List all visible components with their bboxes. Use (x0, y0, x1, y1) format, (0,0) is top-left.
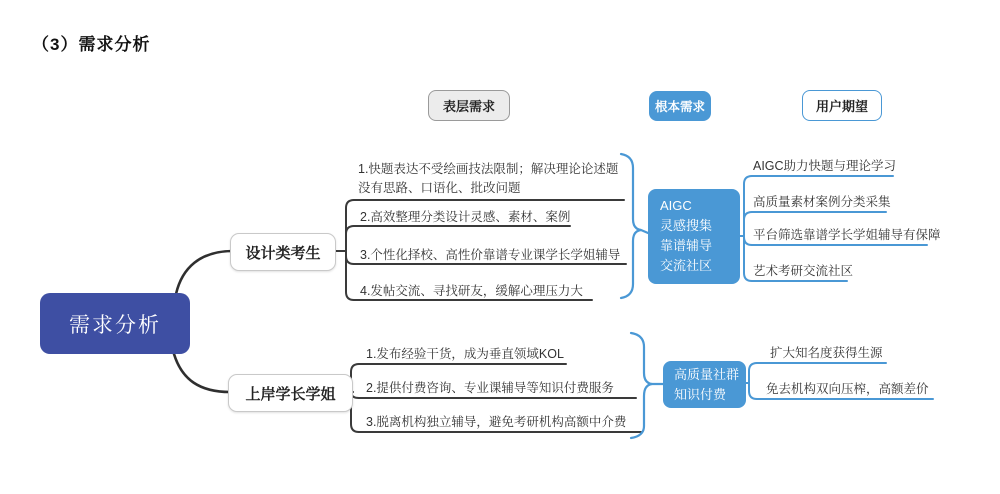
expectation-item[interactable]: 艺术考研交流社区 (753, 264, 854, 278)
branch-node-admitted-seniors[interactable]: 上岸学长学姐 (228, 374, 353, 412)
root-need-line: 靠谱辅导 (660, 238, 713, 254)
root-need-line: 交流社区 (660, 258, 713, 274)
surface-need-item[interactable]: 1.快题表达不受绘画技法限制；解决理论论述题没有思路、口语化、批改问题 (358, 162, 619, 195)
surface-need-item[interactable]: 3.脱离机构独立辅导，避免考研机构高额中介费 (366, 415, 627, 429)
surface-need-item[interactable]: 3.个性化择校、高性价靠谱专业课学长学姐辅导 (360, 248, 621, 262)
root-need-node-aigc-community[interactable] (648, 189, 740, 284)
expectation-item[interactable]: 平台筛选靠谱学长学姐辅导有保障 (753, 228, 941, 242)
expectation-item[interactable]: AIGC助力快题与理论学习 (753, 159, 897, 173)
root-need-line: AIGC (660, 198, 692, 213)
branch-node-design-candidates[interactable]: 设计类考生 (230, 233, 336, 271)
page-title: （3）需求分析 (32, 35, 151, 54)
surface-need-item[interactable]: 2.提供付费咨询、专业课辅导等知识付费服务 (366, 381, 614, 395)
root-need-node-paid-knowledge[interactable] (663, 361, 746, 408)
header-root-needs[interactable]: 根本需求 (649, 91, 711, 121)
root-need-line: 灵感搜集 (660, 218, 713, 234)
surface-need-item[interactable]: 1.发布经验干货，成为垂直领域KOL (366, 347, 564, 361)
root-need-line: 知识付费 (674, 387, 727, 403)
root-need-line: 高质量社群 (674, 367, 740, 382)
expectation-item[interactable]: 高质量素材案例分类采集 (753, 195, 891, 209)
bluebox1-elbows (738, 176, 752, 281)
expectation-item[interactable]: 扩大知名度获得生源 (770, 346, 883, 360)
brace-bottom (631, 333, 663, 438)
branch1-elbows (336, 200, 354, 300)
surface-need-item[interactable]: 2.高效整理分类设计灵感、素材、案例 (360, 210, 571, 224)
header-user-expectations[interactable]: 用户期望 (802, 90, 882, 121)
surface-need-item[interactable]: 4.发帖交流、寻找研友，缓解心理压力大 (360, 284, 583, 298)
root-node[interactable]: 需求分析 (40, 293, 190, 354)
header-surface-needs[interactable]: 表层需求 (428, 90, 510, 121)
bluebox2-elbows (746, 363, 757, 399)
expectation-item[interactable]: 免去机构双向压榨，高额差价 (766, 382, 929, 396)
